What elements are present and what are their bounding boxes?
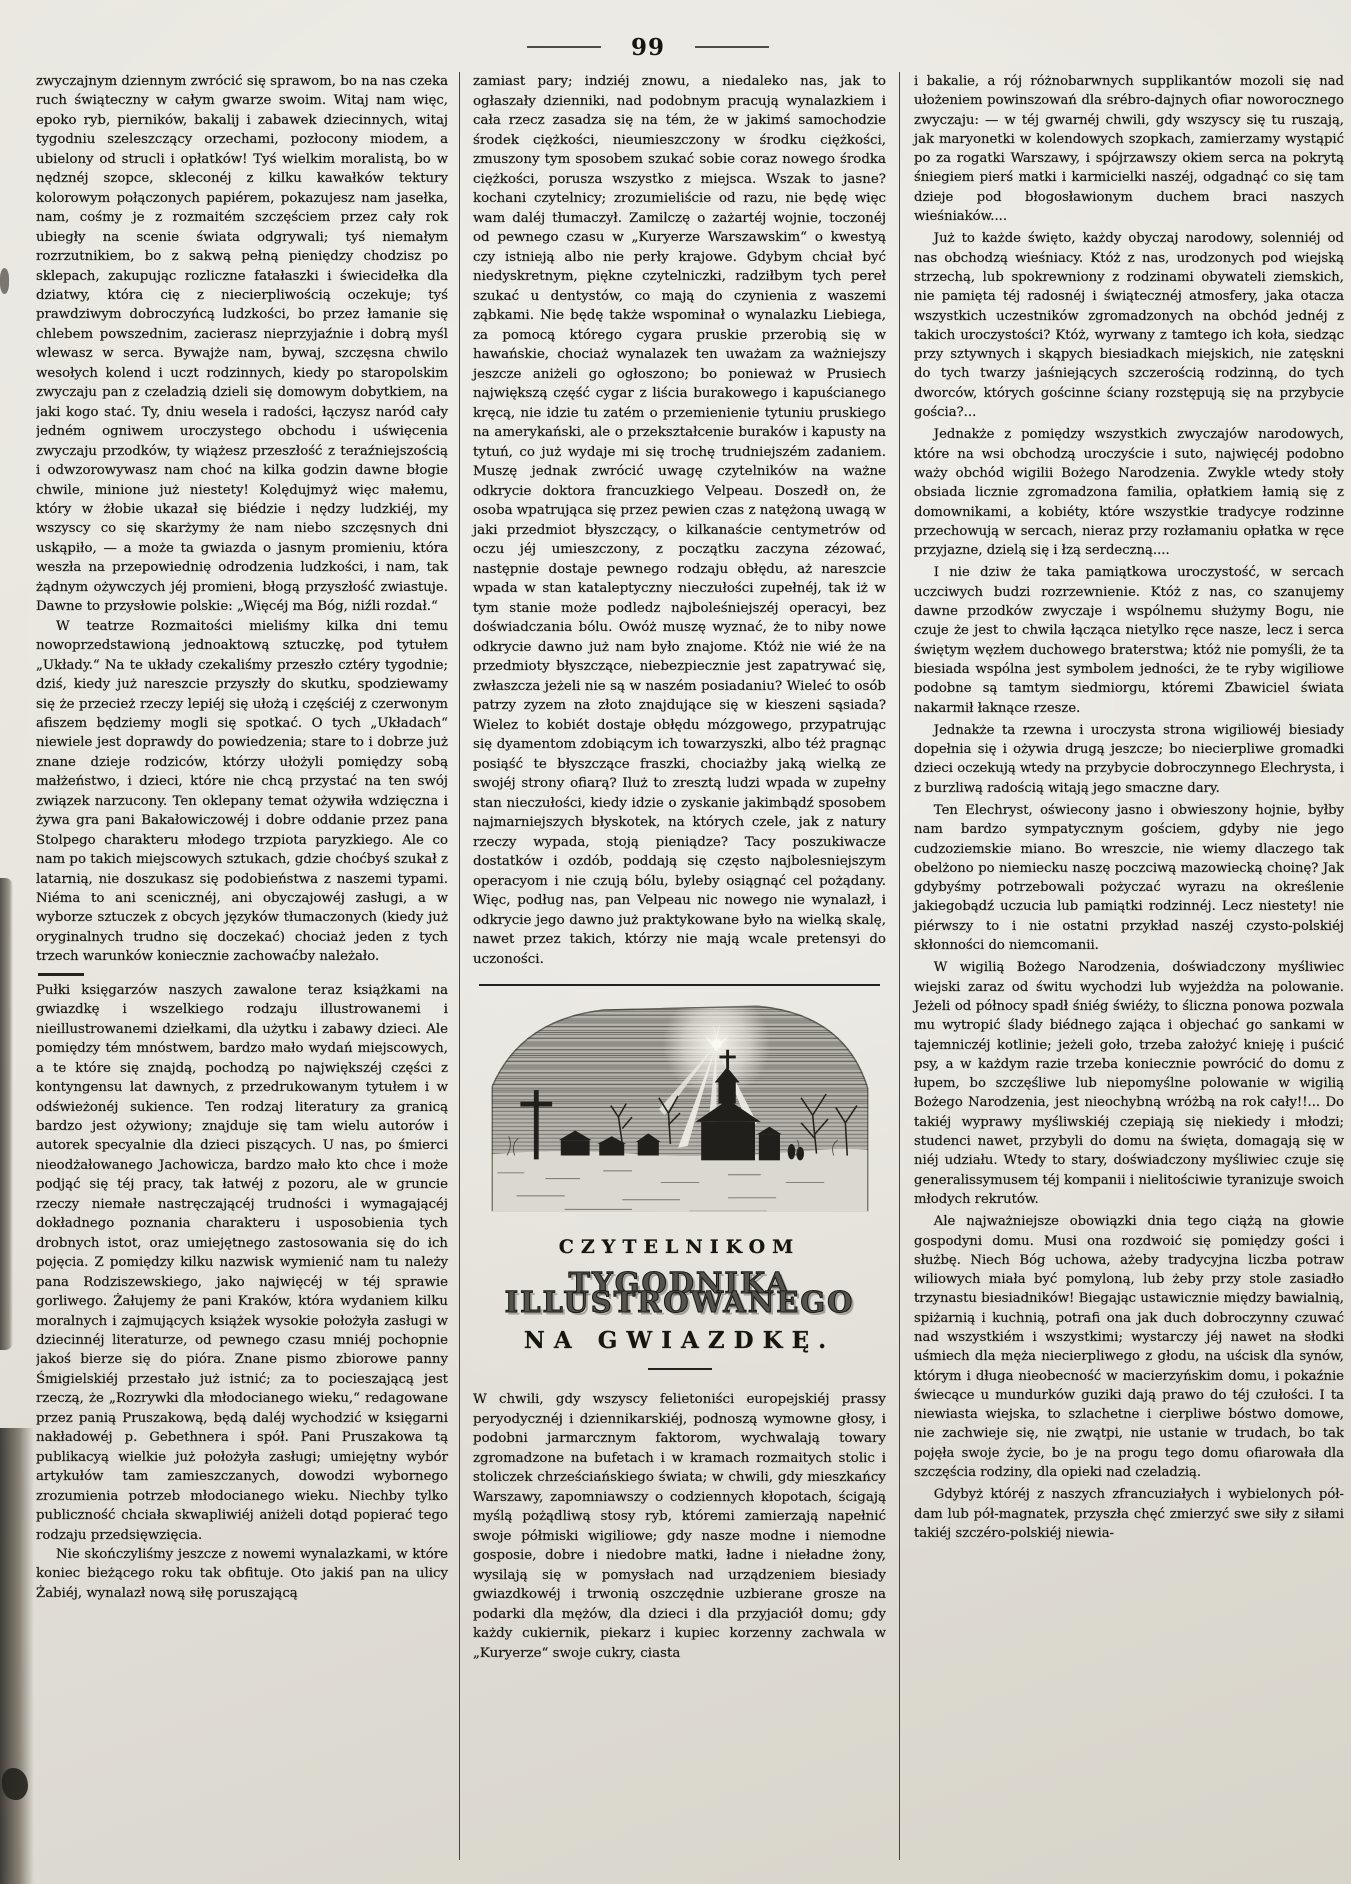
binding-edge-artifact	[0, 878, 13, 1350]
paragraph-col2-feuilleton: W chwili, gdy wszyscy felietoniści europejskiéj prassy peryodycznéj i dziennikarskiéj, podnoszą wymowne głosy, i podobni jarmarcznym faktorom, wychwalają towary zgromadzone na bufetach i w kramach rozmaitych stolic i stoliczek chrześciańskiego świata; w chwili, gdy mieszkańcy Warszawy, zapomniawszy o codziennych kłopotach, ścigają myślą pożądliwą stosy ryb, któremi zamierzają napełnić swoje półmiski wigiliowe; gdy nasze modne i niemodne gosposie, dobre i niedobre matki, ładne i nieładne żony, wysilają się w pomysłach nad urządzeniem biesiady gwiazdkowéj i trwonią oszczędnie uzbierane grosze na podarki dla mężów, dla dzieci i dla przyjaciół domu; gdy każdy cukiernik, piekarz i kupiec korzenny zachwala w „Kuryerze“ swoje cukry, ciasta	[473, 1392, 886, 1661]
engraving-star-over-winter-village	[478, 994, 882, 1218]
heading-czytelnikom: CZYTELNIKOM	[558, 1236, 801, 1258]
heading-divider	[648, 1368, 712, 1370]
paragraph-col1-continuation: zwyczajnym dziennym zwrócić się sprawom, bo na nas czeka ruch świąteczny w całym gwarze swoim. Witaj nam więc, epoko ryb, pierników, bakalij i zabawek dziecinnych, witaj tygodniu szeleszczący orzechami, pozłocony miodem, a ubielony od strucli i opłatków! Tyś wielkim moralistą, bo w nędznéj szopce, skleconéj z kilku kawałków tektury kolorowym połączonych papiérem, pokazujesz nam jasełka, nam, cośmy je z rozmaitém szczęściem przez cały rok ubiegły na scenie świata odgrywali; tyś niemałym rozrzutnikiem, bo z sakwą pełną pieniędzy chodzisz po sklepach, zakupując rozliczne fatałaszki i świecidełka dla dziatwy, która cię z niecierpliwością oczekuje; tyś prawdziwym dobroczyńcą ludzkości, bo przez łamanie się chlebem powszednim, zacierasz nieprzyjaźnie i dobrą myśl wlewasz w serca. Bywajże nam, bywaj, szczęsna chwilo wesołych kolend i uczt rodzinnych, kiedy po staropolskim zwyczaju pan z czeladzią dzieli się domowym dobytkiem, na jaki kogo stać. Ty, dniu wesela i radości, łączysz naród cały jedném ogniwem uroczystego obchodu i uświęcenia zwyczaju przodków, ty wiążesz przeszłość z teraźniejszością i odwzorowywasz nam choć na kilka godzin dawne błogie chwile, minione już niestety! Kolędujmyż więc małemu, który w żłobie ukazał się biédzie i nędzy ludzkiéj, my wszyscy co się skarżymy że nam niebo szczęsnych dni uskąpiło, — a może ta gwiazda o jasnym promieniu, która weszła na przepowiednię odrodzenia ludzkości, i nam, tak żądnym ożywczych jéj promieni, błogą przyszłość zwiastuje. Dawne to przysłowie polskie: „Więcéj ma Bóg, niźli rozdał.“	[36, 74, 448, 615]
article-divider	[479, 984, 880, 986]
column-2	[460, 72, 900, 1860]
page-number: 99	[630, 33, 665, 61]
heading-tygodnika-illustrowanego: TYGODNIKA ILLUSTROWANEGO	[504, 1265, 855, 1319]
paragraph-col1-books: Pułki księgarzów naszych zawalone teraz książkami na gwiazdkę i wszelkiego rodzaju illustrowanemi i nieillustrowanemi dziełkami, dla użytku i zabawy dzieci. Ale pomiędzy tém mnóstwem, bardzo mało wydań miejscowych, a te które się znajdą, pochodzą po największéj części z kontyngensu lat dawnych, z przedrukowanym tytułem i w odświeżonéj sukience. Ten rodzaj literatury za granicą bardzo jest ożywiony; znajduje się tam wielu autorów i autorek specyalnie dla dzieci piszących. U nas, po śmierci nieodżałowanego Jachowicza, bardzo mało kto chce i może podjąć się téj pracy, tak łatwéj z pozoru, ale w gruncie rzeczy niemałe nastręczającéj trudności i wymagającéj dokładnego poznania charakteru i usposobienia tych drobnych istot, oraz umiejętnego zastosowania się do ich pojęcia. Z pomiędzy kilku nazwisk wymienić nam tu należy pana Rodziszewskiego, jako najwięcéj w téj sprawie gorliwego. Żałujemy że pani Kraków, która wydaniem kilku moralnych i zajmujących książek wysokie położyła zasługi w dziecinnéj literaturze, od pewnego czasu mniéj pochopnie jakoś bierze się do pióra. Znane pismo zbiorowe panny Śmigielskiéj przestało już istnić; za to pocieszającą jest rzeczą, że „Rozrywki dla młodocianego wieku,“ redagowane przez panią Pruszakową, będą daléj wychodzić w księgarni nakładowéj p. Gebethnera i spół. Pani Pruszakowa tą publikacyą wielkie już położyła zasługi; umiejętny wybór artykułów tam zamieszczanych, dowodzi wybornego zrozumienia potrzeb młodocianego wieku. Niechby tylko publiczność chciała skwapliwiéj aniżeli dotąd popierać tego rodzaju przedsięwzięcia.	[36, 982, 448, 1543]
paragraph-col1-inventions: Nie skończyliśmy jeszcze z nowemi wynalazkami, w które koniec bieżącego roku tak obfituje. Oto jakiś pan na ulicy Żabiéj, wynalazł nową siłę poruszającą	[36, 1546, 448, 1601]
paragraph-col1-theatre: W teatrze Rozmaitości mieliśmy kilka dni temu nowoprzedstawioną jednoaktową sztuczkę, pod tytułem „Układy.“ Na te układy czekaliśmy przeszło cztéry tygodnie; dziś, kiedy już nareszcie przyszły do skutku, spodziewamy się że przecież rzeczy lepiéj się ułożą i częściéj z czerwonym afiszem będziemy mogli się spotkać. O tych „Układach“ niewiele jest doprawdy do powiedzenia; stare to i dobrze już znane dzieje rodziców, którzy ułożyli pomiędzy sobą małżeństwo, i dzieci, które nie chcą przystać na ten swój związek narzucony. Ten oklepany temat ożywiła wdzięczna i żywa gra pani Bakałowiczowéj i dobre oddanie przez pana Stolpego charakteru młodego trzpiota paryzkiego. Ale co nam po takich miejscowych sztukach, gdzie choćbyś szukał z latarnią, nie doszukasz się podobieństwa z naszemi typami. Niéma to ani scenicznéj, ani obyczajowéj zasługi, a w wyborze sztuczek z obcych języków tłumaczonych (kiedy już oryginalnych trudno się doczekać) chociaż jeden z tych trzech warunków koniecznie zachowaćby należało.	[36, 618, 448, 965]
paragraph-col3-wigilia: Jednakże z pomiędzy wszystkich zwyczajów narodowych, które na wsi obchodzą uroczyście i suto, najwięcéj podobno waży obchód wigilii Bożego Narodzenia. Zwykle wtedy stoły obsiada licznie zgromadzona familia, opłatkiem łamią się z domownikami, a kobiéty, które wszystkie tradycye rodzinne przechowują w sercach, nieraz przy rozłamaniu opłatka w ręce przyjazne, dzielą się i łzą serdeczną....	[914, 427, 1344, 559]
paragraph-col2-continuation: zamiast pary; indziéj znowu, a niedaleko nas, jak to ogłaszały dzienniki, nad podobnym pracują wynalazkiem i cała rzecz zasadza się na tém, że w jakimś samochodzie środek ciężkości, nieumieszczony w środku ciężkości, zmuszony tym sposobem szukać sobie coraz nowego środka ciężkości, porusza wszystko z miejsca. Wszak to jasne? kochani czytelnicy; zrozumieliście od razu, nie będę więc wam daléj tłumaczył. Zamilczę o zażartéj wojnie, toczonéj od pewnego czasu w „Kuryerze Warszawskim“ o kwestyą czy istnieją albo nie perły krajowe. Gdybym chciał być niedyskretnym, piękne czytelniczki, radziłbym tych pereł szukać u dentystów, co mają do czynienia z waszemi ząbkami. Nie będę także wspominał o wynalazku Liebiega, za pomocą którego cygara pruskie przerobią się w hawańskie, chociaż wynalazek ten uważam za ważniejszy jeszcze aniżeli go ogłoszono; bo ponieważ w Prusiech największą część cygar z liścia burakowego i kapuścianego kręcą, nie idzie tu zatém o przemienienie tytuniu pruskiego na amerykański, ale o przekształcenie buraków i kapusty na tytuń, co już wydaje mi się trochę trudniejszém zadaniem. Muszę jednak zwrócić uwagę czytelników na ważne odkrycie doktora francuzkiego Velpeau. Doszedł on, że osoba wpatrująca się przez pewien czas z natężoną uwagą w jaki przedmiot błyszczący, o kilkanaście centymetrów od oczu jéj umieszczony, z początku zaczyna zézować, następnie dostaje pewnego rodzaju obłędu, aż nareszcie wpada w stan kataleptyczny nieczułości zupełnéj, tak iż w tym stanie może podledz najboleśniejszéj operacyi, bez doświadczania bólu. Owóż muszę wyznać, że to niby nowe odkrycie dawno już nam było znajome. Któż nie wié że na przedmioty błyszczące, niebezpiecznie jest zapatrywać się, zwłaszcza jeżeli nie są w naszém posiadaniu? Wieleć to osób patrzy zyzem na złoto znajdujące się w kieszeni sąsiada? Wielez to kobiét dostaje obłędu mózgowego, przypatrując się dyamentom zdobiącym ich towarzyszki, albo téż pragnąc posiąść te błyszczące fraszki, chociażby jaką wielką ze swojéj strony ofiarą? Iluż to zresztą ludzi wpada w zupełny stan nieczułości, kiedy idzie o zyskanie jakimbądź sposobem najmarniejszych błyskotek, na których czele, jak z natury rzeczy wypada, stoją pieniądze? Tacy poszukiwacze dostatków i ozdób, poddają się często najbolesniejszym operacyom i nie czują bólu, byleby osiągnąć cel pożądany. Więc, podług nas, pan Velpeau nic nowego nie wynalazł, i odkrycie jego dawno już praktykowane było na wielką skalę, nawet przez takich, którzy nie mają wcale pretensyi do uczoności.	[473, 74, 886, 967]
paragraph-col3-continuation: i bakalie, a rój różnobarwnych supplikantów mozoli się nad ułożeniem powinszowań dla srébro-dajnych ofiar noworocznego zwyczaju: — w téj gwarnéj chwili, gdy wszyscy się tu ruszają, jak maryonetki w kolendowych szopkach, zamierzamy wystąpić po za rogatki Warszawy, i spójrzawszy okiem serca na pokrytą śniegiem pierś matki i karmicielki naszéj, odgadnąć co się tam dzieje pod błogosławionym duchem braci naszych wieśniaków....	[914, 74, 1344, 225]
header-dash-right	[695, 46, 769, 48]
section-divider	[38, 973, 84, 976]
binding-edge-artifact	[2, 1768, 28, 1800]
heading-na-gwiazdke: NA GWIAZDKĘ.	[523, 1326, 836, 1354]
paragraph-col3-uroczystosc: I nie dziw że taka pamiątkowa uroczystość, w sercach uczciwych budzi rozrzewnienie. Któż z nas, co szanujemy dawne przodków zwyczaje i wspólnemu służymy Bogu, nie czuje że jest to chwila łącząca nietylko ręce nasze, lecz i serca świętym węzłem duchowego braterstwa; któż nie pomyśli, że ta biesiada wspólna jest symbolem jedności, że te ryby wigiliowe podobne są tamtym siedmiorgu, któremi Zbawiciel świata nakarmił łaknące rzesze.	[914, 565, 1344, 716]
paragraph-col3-polowanie: W wigilią Bożego Narodzenia, doświadczony myśliwiec wiejski zaraz od świtu wychodzi lub wyjeżdża na polowanie. Jeżeli od północy spadł śniég świéży, to śliczna ponowa pozwala mu wytropić ślady biédnego zająca i objechać go sankami w tajemniczéj kotlinie; jeżeli goło, trzeba założyć knieję i puścić psy, a w każdym razie trzeba koniecznie powrócić do domu z łupem, bo szczęśliwe lub niepomyślne polowanie w wigilią Bożego Narodzenia, jest nieochybną wróżbą na rok cały!!... Do takiéj wyprawy myśliwskiéj czepiają się niekiedy i młodzi; studenci nawet, przybyli do domu na święta, domagają się w niéj udziału. Wtedy to stary, doświadczony myśliwiec czuje się generalissymusem téj kompanii i nielitościwie tyranizuje swoich młodych rekrutów.	[914, 960, 1344, 1207]
paragraph-col3-elechryst: Ten Elechryst, oświecony jasno i obwieszony hojnie, byłby nam bardzo sympatycznym gościem, gdyby nie jego cudzoziemskie miano. Bo wreszcie, nie wiemy dlaczego tak obelżono po niemiecku naszę poczciwą mazowiecką choinę? Jak gdybyśmy potrzebowali pożyczać wyrazu na określenie jakiegobądź uczucia lub pamiątki rodzinnéj. Lecz niestety! nie piérwszy to i nie ostatni przykład naszéj czysto-polskiéj skłonności do niemcomanii.	[914, 802, 1344, 954]
paragraph-col3-poldamy: Gdybyż któréj z naszych zfrancuziałych i wybielonych pół-dam lub pół-magnatek, przyszła chęć zmierzyć swe siły z siłami takiéj szczéro-polskiéj niewia-	[914, 1487, 1344, 1541]
column-1	[36, 72, 460, 1860]
page-header	[492, 30, 804, 64]
header-dash-left	[527, 46, 601, 48]
binding-edge-artifact	[0, 1428, 34, 1884]
column-3	[900, 72, 1344, 1860]
paragraph-col3-dzieci: Jednakże ta rzewna i uroczysta strona wigiliowéj biesiady dopełnia się i ożywia drugą jeszcze; bo niecierpliwe gromadki dzieci oczekują wtedy na przybycie dobroczynnego Elechrysta, i z burzliwą radością witają jego smaczne dary.	[914, 722, 1344, 796]
binding-edge-artifact	[0, 268, 9, 294]
paragraph-col3-swieto: Już to każde święto, każdy obyczaj narodowy, solenniéj od nas obchodzą wieśniacy. Któż z nas, urodzonych pod wiejską strzechą, lub spokrewniony z rodzinami obywateli ziemskich, nie pamięta téj radosnéj i świątecznéj atmosfery, jaka otacza wszystkich uczestników zgromadzonych na obchód jednéj z takich uroczystości? Któż, wyrwany z tamtego ich koła, siedząc przy sztywnych i skąpych biesiadkach miejskich, nie zatęskni do tych twarzy jaśniejących szczerością rodzinną, do tych dworców, których gościnne ściany rozstępują się na przybycie gościa?...	[914, 231, 1344, 421]
paragraph-col3-gospodyni: Ale najważniejsze obowiązki dnia tego ciążą na głowie gospodyni domu. Musi ona rozdwoić się pomiędzy gości i służbę. Niech Bóg uchowa, ażeby tradycyjna liczba potraw wiliowych miała być pomyloną, lub żeby przy stole zasiadło trzynastu biesiadników! Biegając ustawicznie między bawialnią, spiżarnią i kuchnią, potrafi ona jak duch dobroczynny czuwać nad wszystkiém i wszystkimi; wystarczy jéj nawet na słodki uśmiech dla męża niecierpliwego z głodu, na uścisk dla synów, którym i długa nieobecność w macierzyńskim domu, i pokaźnie świecące u mundurków guziki dają prawo do téj czułości. I ta niewiasta wiejska, to szlachetne i cierpliwe bóstwo domowe, nie zachwieje się, nie zwątpi, nie ustanie w trudach, bo tak pojęła swoje życie, bo je na progu tego domu ofiarowała dla szczęścia rodziny, dla opieki nad czeladzią.	[914, 1214, 1344, 1481]
column-layout	[36, 72, 1344, 1860]
